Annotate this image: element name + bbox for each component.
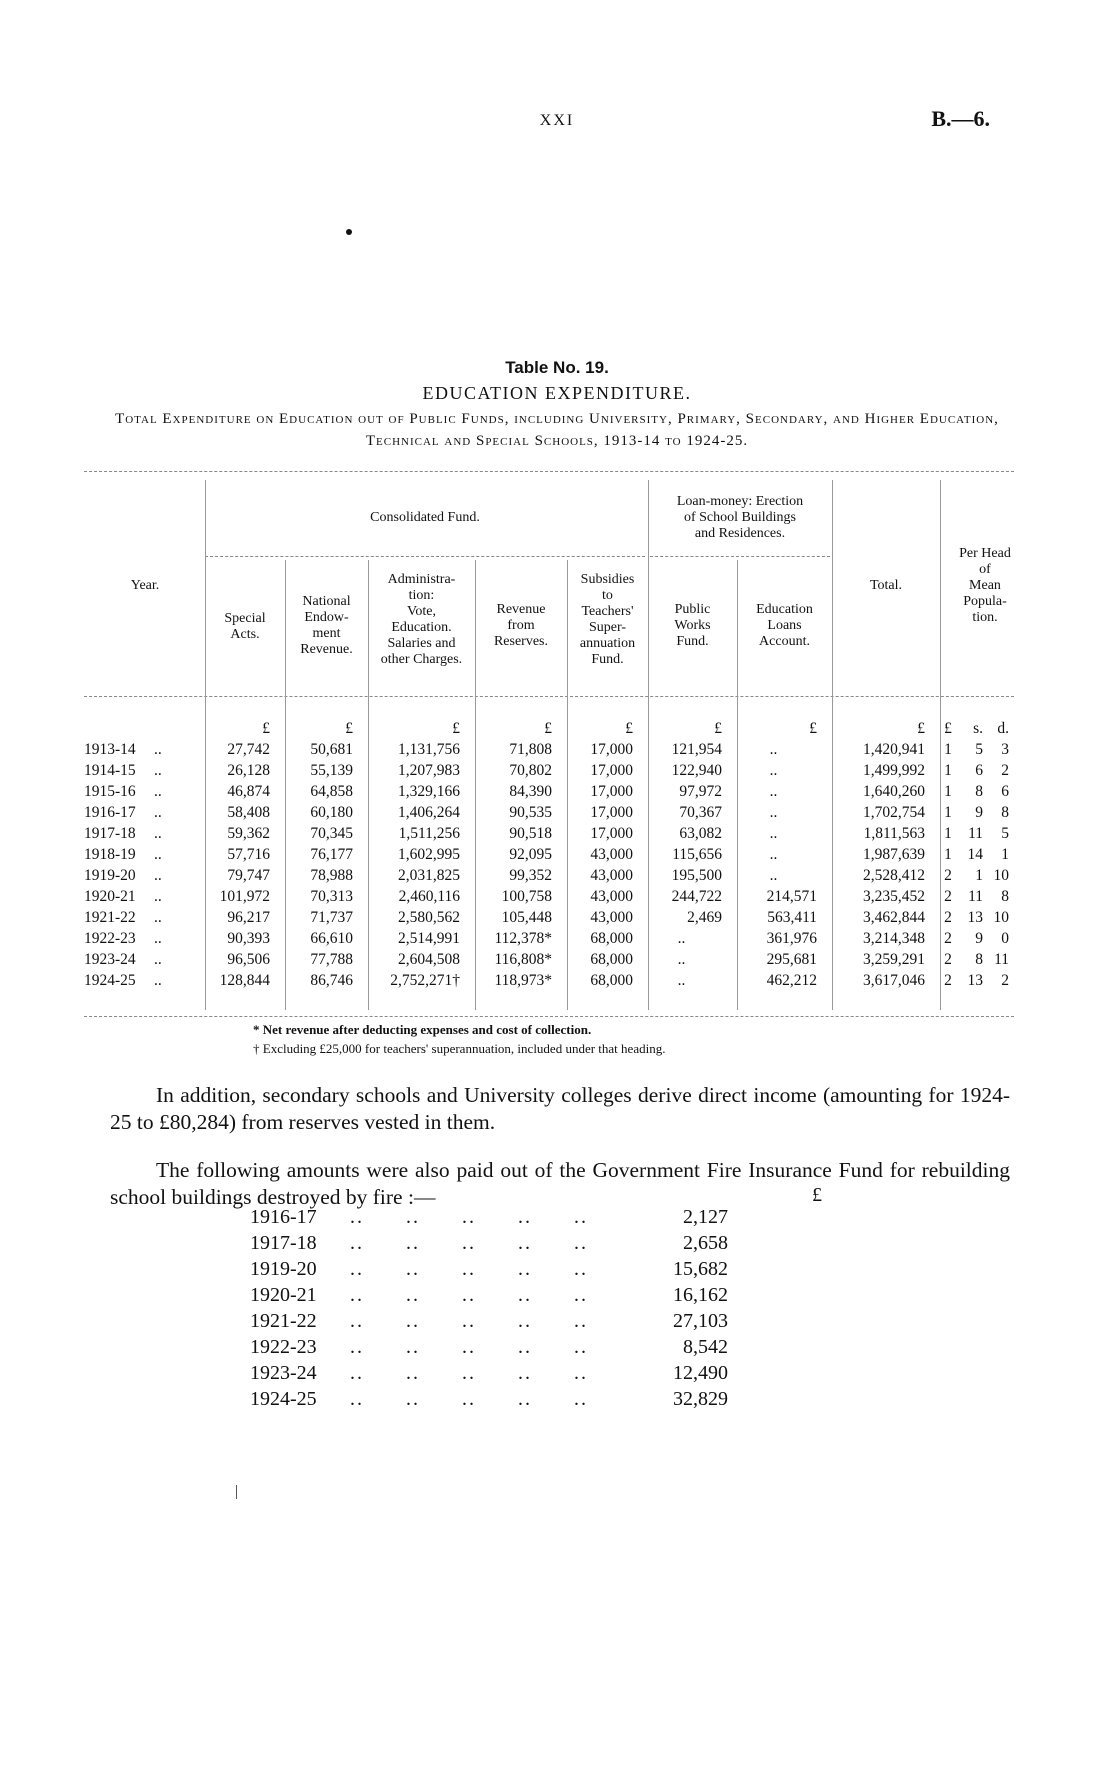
cell-total: 3,259,291 xyxy=(863,950,925,968)
cell-per-head-pence: 5 xyxy=(1001,824,1009,842)
fire-leader-dots: .. .. .. .. .. xyxy=(350,1335,588,1358)
fire-year: 1919-20 xyxy=(250,1257,317,1280)
unit-pound: £ xyxy=(345,719,353,737)
paragraph-fire-insurance: The following amounts were also paid out of the Government Fire Insurance Fund for rebuilding school buildings destroyed by fire :— xyxy=(110,1158,1010,1209)
unit-pound: £ xyxy=(944,719,952,737)
cell-special: 79,747 xyxy=(227,866,270,884)
fire-year: 1923-24 xyxy=(250,1361,317,1384)
footnote-net-revenue: * Net revenue after deducting expenses and cost of collection. xyxy=(253,1022,592,1037)
cell-public-works: 70,367 xyxy=(679,803,722,821)
cell-reserves: 100,758 xyxy=(501,887,552,905)
paragraph-additional-income: In addition, secondary schools and University colleges derive direct income (amounting for 1924-25 to £80,284) from reserves vested in them. xyxy=(110,1083,1010,1134)
row-leader-dots: .. xyxy=(154,929,162,947)
fire-amount: 32,829 xyxy=(673,1387,728,1410)
cell-per-head-shillings: 9 xyxy=(975,803,983,821)
header-bottom-rule xyxy=(84,696,1014,697)
row-year: 1916-17 xyxy=(84,803,136,821)
cell-special: 96,506 xyxy=(227,950,270,968)
cell-public-works: 121,954 xyxy=(671,740,722,758)
page-reference: B.—6. xyxy=(931,106,990,131)
expenditure-table xyxy=(84,718,1009,991)
cell-loans: .. xyxy=(769,845,778,863)
cell-per-head-pence: 10 xyxy=(993,866,1009,884)
row-year: 1923-24 xyxy=(84,950,136,968)
cell-national: 71,737 xyxy=(310,908,353,926)
cell-subsidies: 68,000 xyxy=(590,971,633,989)
cell-special: 90,393 xyxy=(227,929,270,947)
cell-special: 57,716 xyxy=(227,845,270,863)
cell-special: 58,408 xyxy=(227,803,270,821)
cell-loans: 295,681 xyxy=(766,950,817,968)
cell-reserves: 90,535 xyxy=(509,803,552,821)
cell-subsidies: 17,000 xyxy=(590,803,633,821)
cell-admin: 1,406,264 xyxy=(398,803,460,821)
cell-per-head-pence: 8 xyxy=(1001,887,1009,905)
cell-subsidies: 43,000 xyxy=(590,908,633,926)
fire-fund-row xyxy=(250,1308,728,1334)
fire-year: 1924-25 xyxy=(250,1387,317,1410)
cell-public-works: 115,656 xyxy=(672,845,722,863)
cell-per-head-pounds: 1 xyxy=(944,803,952,821)
unit-pound: £ xyxy=(809,719,817,737)
unit-pound: £ xyxy=(262,719,270,737)
unit-pound: £ xyxy=(544,719,552,737)
fire-leader-dots: .. .. .. .. .. xyxy=(350,1283,588,1306)
cell-reserves: 90,518 xyxy=(509,824,552,842)
cell-admin: 2,604,508 xyxy=(398,950,460,968)
fire-year: 1920-21 xyxy=(250,1283,317,1306)
row-leader-dots: .. xyxy=(154,761,162,779)
cell-per-head-pounds: 2 xyxy=(944,929,952,947)
row-year: 1922-23 xyxy=(84,929,136,947)
row-year: 1917-18 xyxy=(84,824,136,842)
cell-admin: 2,514,991 xyxy=(398,929,460,947)
cell-per-head-shillings: 5 xyxy=(975,740,983,758)
cell-reserves: 99,352 xyxy=(509,866,552,884)
consolidated-underline xyxy=(205,556,645,557)
table-row xyxy=(84,802,1009,823)
section-title: EDUCATION EXPENDITURE. xyxy=(422,383,692,403)
unit-shilling: s. xyxy=(973,719,983,737)
table-row xyxy=(84,739,1009,760)
fire-fund-row xyxy=(250,1386,728,1412)
cell-reserves: 118,973* xyxy=(494,971,552,989)
fire-fund-row xyxy=(250,1230,728,1256)
cell-reserves: 116,808* xyxy=(494,950,552,968)
cell-national: 78,988 xyxy=(310,866,353,884)
cell-per-head-shillings: 13 xyxy=(967,971,983,989)
fire-fund-row xyxy=(250,1256,728,1282)
cell-per-head-pounds: 2 xyxy=(944,908,952,926)
table-row xyxy=(84,949,1009,970)
unit-pence: d. xyxy=(997,719,1009,737)
row-leader-dots: .. xyxy=(154,740,162,758)
table-row xyxy=(84,760,1009,781)
cell-per-head-pounds: 2 xyxy=(944,950,952,968)
row-leader-dots: .. xyxy=(154,887,162,905)
cell-per-head-pounds: 1 xyxy=(944,845,952,863)
cell-subsidies: 43,000 xyxy=(590,866,633,884)
row-leader-dots: .. xyxy=(154,866,162,884)
cell-national: 55,139 xyxy=(310,761,353,779)
row-year: 1924-25 xyxy=(84,971,136,989)
unit-pound: £ xyxy=(452,719,460,737)
cell-per-head-pence: 10 xyxy=(993,908,1009,926)
table-row xyxy=(84,781,1009,802)
row-leader-dots: .. xyxy=(154,908,162,926)
cell-per-head-pounds: 1 xyxy=(944,761,952,779)
fire-leader-dots: .. .. .. .. .. xyxy=(350,1309,588,1332)
fire-amount: 27,103 xyxy=(673,1309,728,1332)
page-numeral: XXI xyxy=(539,112,575,129)
cell-national: 60,180 xyxy=(310,803,353,821)
cell-subsidies: 43,000 xyxy=(590,887,633,905)
cell-loans: 563,411 xyxy=(767,908,817,926)
cell-loans: 214,571 xyxy=(766,887,817,905)
table-row xyxy=(84,844,1009,865)
cell-admin: 2,580,562 xyxy=(398,908,460,926)
cell-total: 1,987,639 xyxy=(863,845,925,863)
cell-per-head-shillings: 8 xyxy=(975,950,983,968)
cell-total: 1,499,992 xyxy=(863,761,925,779)
cell-national: 70,313 xyxy=(310,887,353,905)
cell-per-head-pence: 2 xyxy=(1001,761,1009,779)
fire-amount: 15,682 xyxy=(673,1257,728,1280)
cell-total: 1,420,941 xyxy=(863,740,925,758)
cell-per-head-shillings: 11 xyxy=(968,887,983,905)
fire-year: 1916-17 xyxy=(250,1205,317,1228)
cell-national: 66,610 xyxy=(310,929,353,947)
row-leader-dots: .. xyxy=(154,824,162,842)
row-leader-dots: .. xyxy=(154,845,162,863)
unit-pound: £ xyxy=(714,719,722,737)
cell-total: 3,462,844 xyxy=(863,908,925,926)
cell-total: 3,214,348 xyxy=(863,929,925,947)
cell-public-works: 122,940 xyxy=(671,761,722,779)
cell-per-head-shillings: 9 xyxy=(975,929,983,947)
table-number: Table No. 19. xyxy=(505,358,609,377)
per-head-header: Per Head of Mean Popula- tion. xyxy=(959,546,1011,625)
year-header: Year. xyxy=(130,578,160,593)
cell-special: 46,874 xyxy=(227,782,270,800)
cell-loans: .. xyxy=(769,824,778,842)
cell-per-head-pounds: 2 xyxy=(944,866,952,884)
cell-reserves: 84,390 xyxy=(509,782,552,800)
cell-special: 96,217 xyxy=(227,908,270,926)
cell-loans: .. xyxy=(769,782,778,800)
table-row xyxy=(84,886,1009,907)
row-year: 1919-20 xyxy=(84,866,136,884)
cell-national: 77,788 xyxy=(310,950,353,968)
row-leader-dots: .. xyxy=(154,971,162,989)
cell-admin: 1,511,256 xyxy=(398,824,460,842)
fire-amount: 16,162 xyxy=(673,1283,728,1306)
revenue-reserves-header: Revenue from Reserves. xyxy=(493,602,549,649)
cell-special: 59,362 xyxy=(227,824,270,842)
cell-per-head-pence: 2 xyxy=(1001,971,1009,989)
units-row xyxy=(84,718,1009,739)
row-year: 1913-14 xyxy=(84,740,136,758)
cell-per-head-shillings: 14 xyxy=(967,845,983,863)
row-year: 1920-21 xyxy=(84,887,136,905)
cell-admin: 2,460,116 xyxy=(398,887,460,905)
cell-loans: .. xyxy=(769,803,778,821)
cell-admin: 1,329,166 xyxy=(398,782,460,800)
cell-public-works: 244,722 xyxy=(671,887,722,905)
loan-money-header: Loan-money: Erection of School Buildings and Residences. xyxy=(676,494,804,541)
cell-loans: 361,976 xyxy=(766,929,817,947)
table-bottom-rule xyxy=(84,1016,1014,1017)
fire-amount: 8,542 xyxy=(683,1335,728,1358)
cell-total: 3,617,046 xyxy=(863,971,925,989)
cell-admin: 2,752,271† xyxy=(390,971,460,989)
cell-loans: .. xyxy=(769,866,778,884)
cell-public-works: .. xyxy=(677,950,686,968)
cell-subsidies: 17,000 xyxy=(590,740,633,758)
fire-leader-dots: .. .. .. .. .. xyxy=(350,1231,588,1254)
cell-subsidies: 17,000 xyxy=(590,761,633,779)
cell-subsidies: 68,000 xyxy=(590,950,633,968)
cell-admin: 1,602,995 xyxy=(398,845,460,863)
cell-admin: 2,031,825 xyxy=(398,866,460,884)
row-year: 1918-19 xyxy=(84,845,136,863)
row-year: 1915-16 xyxy=(84,782,136,800)
fire-leader-dots: .. .. .. .. .. xyxy=(350,1205,588,1228)
cell-public-works: 97,972 xyxy=(679,782,722,800)
loan-underline xyxy=(650,556,830,557)
cell-public-works: .. xyxy=(677,971,686,989)
cell-per-head-pounds: 1 xyxy=(944,740,952,758)
cell-loans: .. xyxy=(769,740,778,758)
cell-per-head-pounds: 1 xyxy=(944,782,952,800)
cell-public-works: 195,500 xyxy=(671,866,722,884)
fire-year: 1921-22 xyxy=(250,1309,317,1332)
public-works-header: Public Works Fund. xyxy=(674,602,711,649)
table-row xyxy=(84,907,1009,928)
fire-fund-table xyxy=(250,1204,728,1412)
cell-special: 26,128 xyxy=(227,761,270,779)
cell-public-works: 2,469 xyxy=(687,908,722,926)
unit-pound: £ xyxy=(917,719,925,737)
cell-reserves: 71,808 xyxy=(509,740,552,758)
cell-loans: 462,212 xyxy=(766,971,817,989)
cell-per-head-pounds: 2 xyxy=(944,887,952,905)
cell-per-head-shillings: 13 xyxy=(967,908,983,926)
cell-total: 3,235,452 xyxy=(863,887,925,905)
cell-subsidies: 17,000 xyxy=(590,824,633,842)
cell-per-head-shillings: 8 xyxy=(975,782,983,800)
stray-dot xyxy=(346,229,352,235)
table-top-rule xyxy=(84,471,1014,472)
fire-year: 1917-18 xyxy=(250,1231,317,1254)
row-year: 1914-15 xyxy=(84,761,136,779)
cell-loans: .. xyxy=(769,761,778,779)
cell-special: 101,972 xyxy=(219,887,270,905)
national-endowment-header: National Endow- ment Revenue. xyxy=(300,594,353,657)
cell-per-head-pence: 11 xyxy=(994,950,1009,968)
cell-reserves: 70,802 xyxy=(509,761,552,779)
fire-fund-row xyxy=(250,1204,728,1230)
unit-pound: £ xyxy=(625,719,633,737)
cell-reserves: 112,378* xyxy=(494,929,552,947)
stray-mark xyxy=(236,1485,237,1499)
footnote-excluding: † Excluding £25,000 for teachers' superannuation, included under that heading. xyxy=(253,1041,666,1056)
fire-fund-unit: £ xyxy=(812,1184,822,1206)
cell-total: 1,811,563 xyxy=(863,824,925,842)
cell-per-head-pence: 0 xyxy=(1001,929,1009,947)
fire-fund-row xyxy=(250,1360,728,1386)
consolidated-fund-header: Consolidated Fund. xyxy=(370,510,480,525)
cell-public-works: .. xyxy=(677,929,686,947)
cell-total: 2,528,412 xyxy=(863,866,925,884)
cell-subsidies: 68,000 xyxy=(590,929,633,947)
cell-per-head-pounds: 2 xyxy=(944,971,952,989)
cell-reserves: 105,448 xyxy=(501,908,552,926)
cell-admin: 1,131,756 xyxy=(398,740,460,758)
cell-total: 1,640,260 xyxy=(863,782,925,800)
cell-per-head-pence: 6 xyxy=(1001,782,1009,800)
row-leader-dots: .. xyxy=(154,803,162,821)
cell-per-head-pounds: 1 xyxy=(944,824,952,842)
cell-total: 1,702,754 xyxy=(863,803,925,821)
cell-per-head-pence: 8 xyxy=(1001,803,1009,821)
cell-per-head-pence: 1 xyxy=(1001,845,1009,863)
cell-national: 70,345 xyxy=(310,824,353,842)
cell-special: 27,742 xyxy=(227,740,270,758)
cell-subsidies: 17,000 xyxy=(590,782,633,800)
administration-header: Administra- tion: Vote, Education. Salaries and other Charges. xyxy=(380,572,463,667)
fire-leader-dots: .. .. .. .. .. xyxy=(350,1257,588,1280)
cell-public-works: 63,082 xyxy=(679,824,722,842)
total-header: Total. xyxy=(869,578,903,593)
cell-national: 50,681 xyxy=(310,740,353,758)
row-leader-dots: .. xyxy=(154,950,162,968)
cell-special: 128,844 xyxy=(219,971,270,989)
table-row xyxy=(84,823,1009,844)
fire-amount: 2,658 xyxy=(683,1231,728,1254)
cell-admin: 1,207,983 xyxy=(398,761,460,779)
fire-amount: 2,127 xyxy=(683,1205,728,1228)
table-row xyxy=(84,970,1009,991)
fire-fund-row xyxy=(250,1334,728,1360)
fire-amount: 12,490 xyxy=(673,1361,728,1384)
cell-subsidies: 43,000 xyxy=(590,845,633,863)
cell-national: 76,177 xyxy=(310,845,353,863)
table-subtitle: Total Expenditure on Education out of Public Funds, including University, Primary, Secondary, and Higher Education, Technical and Special Schools, 1913-14 to 1924-25. xyxy=(115,411,999,449)
fire-year: 1922-23 xyxy=(250,1335,317,1358)
cell-reserves: 92,095 xyxy=(509,845,552,863)
special-acts-header: Special Acts. xyxy=(224,611,266,642)
fire-fund-row xyxy=(250,1282,728,1308)
education-loans-header: Education Loans Account. xyxy=(756,602,813,649)
cell-per-head-shillings: 1 xyxy=(975,866,983,884)
cell-per-head-shillings: 11 xyxy=(968,824,983,842)
fire-leader-dots: .. .. .. .. .. xyxy=(350,1361,588,1384)
table-row xyxy=(84,865,1009,886)
cell-per-head-shillings: 6 xyxy=(975,761,983,779)
table-row xyxy=(84,928,1009,949)
cell-national: 64,858 xyxy=(310,782,353,800)
cell-national: 86,746 xyxy=(310,971,353,989)
subsidies-header: Subsidies to Teachers' Super- annuation Fund. xyxy=(579,572,636,667)
row-year: 1921-22 xyxy=(84,908,136,926)
row-leader-dots: .. xyxy=(154,782,162,800)
fire-leader-dots: .. .. .. .. .. xyxy=(350,1387,588,1410)
cell-per-head-pence: 3 xyxy=(1001,740,1009,758)
